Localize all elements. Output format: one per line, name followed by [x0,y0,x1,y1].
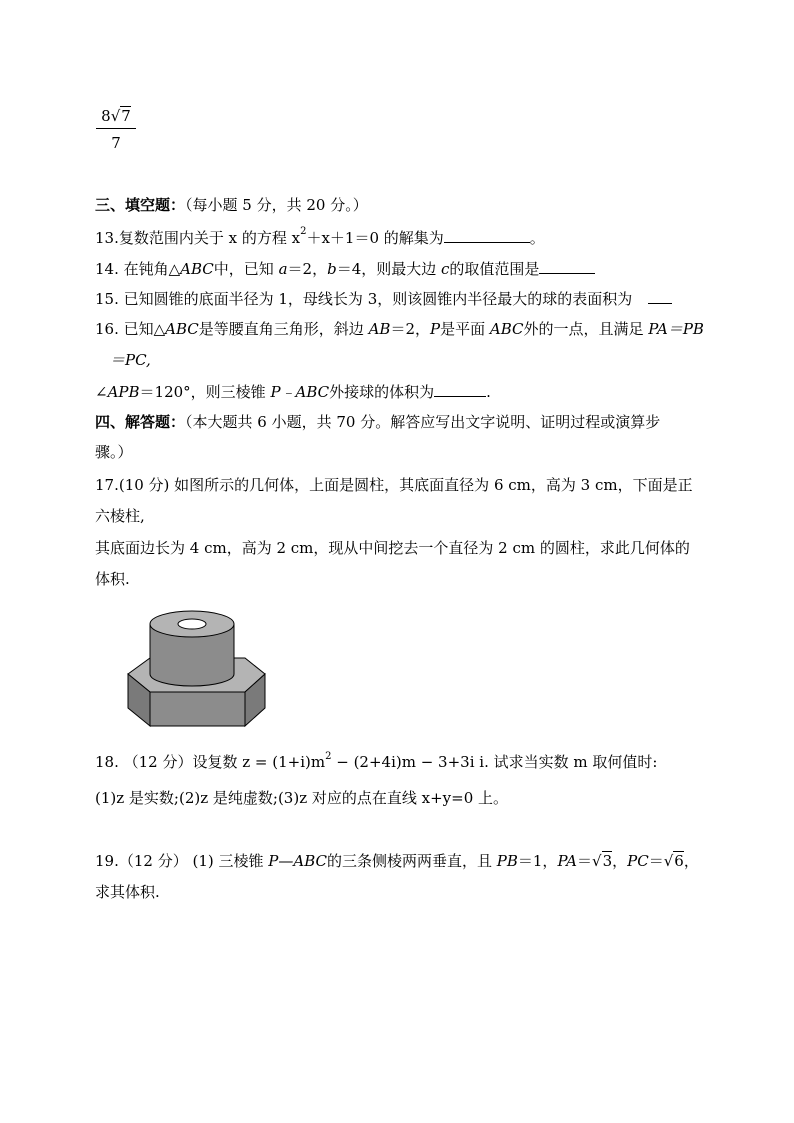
fraction-bar [96,128,136,129]
question-18-line2: (1)z 是实数;(2)z 是纯虚数;(3)z 对应的点在直线 x+y=0 上。 [95,789,509,807]
question-17-line2: 六棱柱, [95,507,145,525]
question-19-line2: 求其体积. [95,883,160,901]
section3-heading: 三、填空题：（每小题 5 分，共 20 分。） [95,196,368,214]
section4-heading: 四、解答题：（本大题共 6 小题，共 70 分。解答应写出文字说明、证明过程或演算步 [95,413,661,431]
fraction-numerator: 8√7 [101,107,131,125]
question-17-line4: 体积. [95,570,130,588]
cylinder-hole [178,619,206,629]
question-16: 16. 已知△ABC是等腰直角三角形，斜边 AB＝2，P是平面 ABC外的一点，且满足 PA＝PB [95,320,704,338]
section4-heading-line2: 骤。） [95,443,133,461]
question-18: 18. （12 分）设复数 $z = (1+i)m^2 - (2+4i)m - 3+3i$ i. 试求当实数 m 取何值时: [95,751,658,771]
geometry-solid-figure [120,596,270,736]
fraction-denominator: 7 [111,134,121,152]
question-17-line3: 其底面边长为 4 cm，高为 2 cm，现从中间挖去一个直径为 2 cm 的圆柱，求此几何体的 [95,539,690,557]
answer-fraction [96,106,136,153]
hex-prism-front-face [150,692,245,726]
question-15: 15. 已知圆锥的底面半径为 1，母线长为 3，则该圆锥内半径最大的球的表面积为 [95,288,672,309]
question-17-line1: 17.(10 分) 如图所示的几何体，上面是圆柱，其底面直径为 6 cm，高为 3 cm，下面是正 [95,476,693,494]
question-13: 13.复数范围内关于 x 的方程 $x^2+x+1=0$ 的解集为 。 [95,226,545,247]
question-19: 19.（12 分） (1) 三棱锥 P—ABC的三条侧棱两两垂直，且 PB＝1，PA＝√3，PC＝√6， [95,852,699,870]
question-16-line3: ∠APB＝120°，则三棱锥 P﹣ABC外接球的体积为 . [95,383,491,401]
question-14: 14. 在钝角△ABC中，已知 a＝2，b＝4，则最大边 c的取值范围是 [95,258,595,279]
question-16-line2: ＝PC, [110,351,151,369]
